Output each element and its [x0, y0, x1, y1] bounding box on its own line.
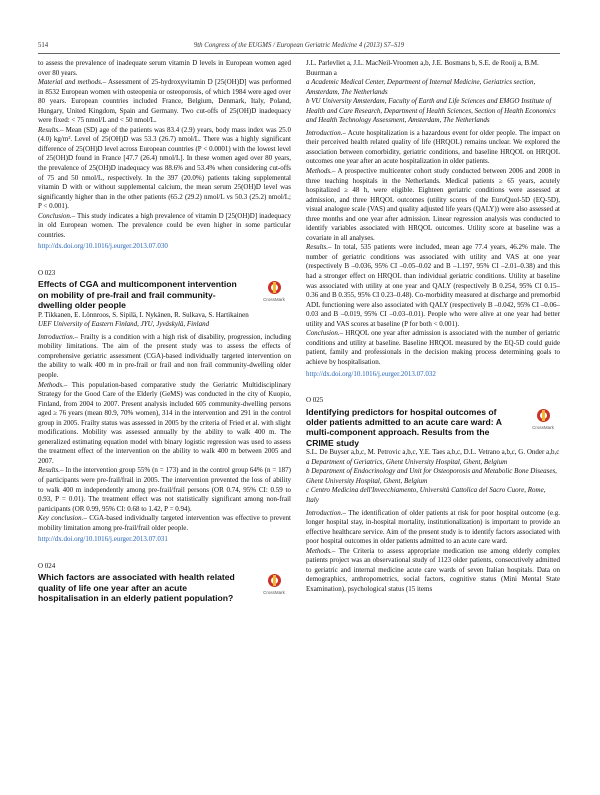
methods-label: Material and methods.–	[38, 78, 107, 87]
conclusion-label: Key conclusion.–	[38, 514, 87, 523]
doi-link[interactable]: http://dx.doi.org/10.1016/j.eurger.2013.07.032	[306, 369, 436, 378]
intro-label: Introduction.–	[306, 508, 346, 517]
doi-link[interactable]: http://dx.doi.org/10.1016/j.eurger.2013.07.031	[38, 535, 168, 544]
abstract-authors: S.L. De Buyser a,b,c, M. Petrovic a,b,c, Y.E. Taes a,b,c, D.L. Vetrano a,b,c, G. Onder a,b,c	[306, 448, 560, 457]
methods-label: Methods.–	[38, 380, 68, 389]
abstract-id: O 025	[306, 396, 324, 405]
methods-label: Methods.–	[306, 167, 336, 176]
affiliation-a: a Department of Geriatrics, Ghent University Hospital, Ghent, Belgium	[306, 457, 508, 466]
results-label: Results.–	[38, 466, 64, 475]
left-column	[38, 59, 291, 604]
abstract-title-row	[306, 407, 560, 449]
doi-link[interactable]: http://dx.doi.org/10.1016/j.eurger.2013.07.030	[38, 242, 168, 251]
intro-text: Frailty is a condition with a high risk of disability, progression, including mobility limitations. The aim of the present study was to assess the effects of comprehensive geriatric assessment (CGA)-based individually targeted intervention on the ability to walk 400 m in pre-frail or frail and non frail community-dwelling older people.	[38, 332, 291, 379]
results-paragraph	[38, 126, 291, 212]
results-label: Results.–	[38, 125, 64, 134]
abstract-methods	[306, 547, 560, 595]
abstract-methods	[306, 167, 560, 243]
affiliation-b: b Department of Endocrinology and Unit for Osteoporosis and Metabolic Bone Diseases, Ghent University Hospital, Ghent, Belgium	[306, 467, 557, 485]
abstract-title: Identifying predictors for hospital outcomes of older patients admitted to an acute care ward: A multi-component approach. Results from the CRIME study	[306, 406, 502, 448]
conclusion-text: This study indicates a high prevalence of vitamin D [25(OH)D] inadequacy in old European women. The prevalence could be even higher in some particular countries.	[38, 211, 291, 239]
results-text: In total, 535 patients were included, mean age 77.4 years, 46.2% male. The number of geriatric conditions was associated with utility and VAS at one year (respectively B –0.036, 95% CI –0.05–0.02 and B –1.197, 95% CI –2.01–0.38) and this had a stronger effect on HRQOL than individual geriatric conditions. Utility at baseline was associated with utility at one year and QALY (respectively B 0.254, 95% CI 0.15–0.36 and B 0.355, 95% CI 0.23–0.48). Co-morbidity measured at discharge and premorbid ADL functioning were also associated with QALY (respectively B –0.042, 95% CI –0.06–0.03 and B –0.019, 95% CI –0.03–0.01). People who were alive at one year had better utility and VAS scores at baseline (P for both < 0.001).	[306, 243, 560, 328]
abstract-title-row	[38, 279, 291, 310]
conclusion-label: Conclusion.–	[306, 329, 344, 338]
intro-label: Introduction.–	[306, 128, 346, 137]
crossmark-badge[interactable]	[528, 409, 558, 433]
crossmark-label: CrossMark	[532, 424, 554, 430]
crossmark-icon	[268, 281, 281, 294]
crossmark-icon	[537, 409, 550, 422]
abstract-id: O 024	[38, 561, 56, 570]
crossmark-badge[interactable]	[259, 281, 289, 305]
affiliation-c: c Centro Medicina dell'Invecchiamento, Università Cattolica del Sacro Cuore, Rome, Italy	[306, 486, 546, 504]
affiliation-b: b VU University Amsterdam, Faculty of Earth and Life Sciences and EMGO Institute of Health and Care Research, Department of Health Sciences, Section of Health Economics and Health Technology Assessment, Amsterdam, The Netherlands	[306, 97, 556, 125]
methods-text: The Criteria to assess appropriate medication use among elderly complex patients project was an observational study of 1123 older patients, consecutively admitted to geriatric and internal medicine acute care wards of seven Italian hospitals. Data on demographics, anthropometrics, social factors, cognitive status (Mini Mental State Examination), psychological status (15 items	[306, 546, 560, 593]
abstract-authors: J.L. Parlevliet a, J.L. MacNeil-Vroomen a,b, J.E. Bosmans b, S.E. de Rooij a, B.M. Buurman a	[306, 59, 539, 77]
crossmark-badge[interactable]	[259, 574, 289, 598]
abstract-conclusion	[306, 329, 560, 367]
affiliation-a: a Academic Medical Center, Department of Internal Medicine, Geriatrics section, Amsterdam, The Netherlands	[306, 78, 536, 96]
journal-citation: 9th Congress of the EUGMS / European Geriatric Medicine 4 (2013) S7–S19	[193, 42, 405, 49]
conclusion-paragraph	[38, 212, 291, 241]
abstract-id: O 023	[38, 268, 56, 277]
methods-paragraph	[38, 78, 291, 126]
abstract-intro	[38, 333, 291, 381]
header-rule	[38, 53, 560, 54]
abstract-results	[306, 243, 560, 329]
crossmark-label: CrossMark	[263, 590, 285, 596]
conclusion-text: CGA-based individually targeted intervention was effective to prevent mobility limitation among pre-frail/frail older people.	[38, 514, 292, 532]
intro-text: Acute hospitalization is a hazardous event for older people. The impact on their perceived health related quality of life (HRQOL) remains unclear. We explored the association between comorbidity, geriatric conditions, and baseline HRQOL on HRQOL outcomes one year after an acute hospitalization in older patients.	[306, 128, 560, 166]
crossmark-icon	[268, 574, 281, 587]
intro-continuation: to assess the prevalence of inadequate serum vitamin D levels in European women aged over 80 years.	[38, 59, 291, 77]
methods-label: Methods.–	[306, 546, 336, 555]
abstract-results	[38, 466, 291, 514]
right-column	[306, 59, 560, 594]
page-number: 514	[38, 42, 49, 49]
results-text: Mean (SD) age of the patients was 83.4 (2.9) years, body mass index was 25.0 (4.0) kg/m². Level of 25(OH)D was 53.3 (26.7) nmol/L. There was a highly significant difference of 25(OH)D level across European countries (P < 0.0001) with the lowest level of 25(OH)D found in France [47.7 (26.4) nmol/L]. In these women aged over 80 years, the prevalence of 25(OH)D inadequacy was 88.6% and 53.4% when considering cut-offs of 75 and 50 nmol/L, respectively. In the 397 (20.0%) patients taking supplemental vitamin D with or without supplemental calcium, the mean serum 25(OH)D level was significantly higher than in the other patients (65.2 (29.2) nmol/L vs 50.3 (25.2) nmol/L; P < 0.001).	[38, 125, 291, 211]
abstract-title: Which factors are associated with health related quality of life one year after an acute hospitalisation in an elderly patient population?	[38, 572, 235, 604]
methods-text: Assessment of 25-hydroxyvitamin D [25(OH)D] was performed in 8532 European women with osteopenia or osteoporosis, of which 1984 were aged over 80 years. European countries included France, Belgium, Denmark, Italy, Poland, Hungary, United Kingdom, Spain and Germany. Two cut-offs of 25(OH)D inadequacy were fixed: < 75 nmol/L and < 50 nmol/L.	[38, 78, 291, 125]
conclusion-text: HRQOL one year after admission is associated with the number of geriatric conditions and utility at baseline. Baseline HRQOL measured by the EQ-5D could guide patient, family and professionals in the decision making process determining goals to achieve by hospitalisation.	[306, 329, 560, 366]
conclusion-label: Conclusion.–	[38, 211, 76, 220]
abstract-title-row	[38, 572, 291, 603]
methods-text: This population-based comparative study the Geriatric Multidisciplinary Strategy for the Good Care of the Elderly (GeMS) was conducted in the city of Kuopio, Finland, from 2004 to 2007. Present analysis included 605 community-dwelling persons aged ≥ 76 years (mean 80.9, 70% women), 314 in the intervention and 291 in the control group in 2005. Frailty status was assessed in 2005 by the criteria of Fried et al. with slight modifications. Mobility was assessed annually by the ability to walk 400 m. The generalized estimating equation model with binary logistic regression was used to assess the treatment effect of the intervention on the ability to walk 400 m between 2005 and 2007.	[38, 380, 291, 465]
abstract-intro	[306, 129, 560, 167]
methods-text: A prospective multicenter cohort study conducted between 2006 and 2008 in three teaching hospitals in the Netherlands. Medical patients ≥ 65 years, acutely hospitalized ≥ 48 h, were eligible. Eighteen geriatric conditions were assessed at admission, and three HRQOL outcomes (utility scores of the EuroQuol-5D (EQ-5D), visual analogue scale (VAS) and quality adjusted life years (QALY)) were also assessed at three months and one year after admission. Linear regression analysis was conducted to identify variables associated with HRQOL outcomes. Utility score at baseline was a covariate in all analyses.	[306, 167, 560, 242]
abstract-affiliation: UEF University of Eastern Finland, JYU, Jyväskylä, Finland	[38, 320, 210, 329]
results-text: In the intervention group 55% (n = 173) and in the control group 64% (n = 187) of participants were pre-frail/frail in 2005. The intervention prevented the loss of ability to walk 400 m independently among pre-frail/frail persons (OR 0.74, 95% CI: 0.59 to 0.93, P = 0.01). The treatment effect was not statistically significant among non-frail participants (OR 0.99, 95% CI: 0.68 to 1.42, P = 0.94).	[38, 466, 291, 513]
abstract-intro	[306, 509, 560, 547]
intro-text: The identification of older patients at risk for poor hospital outcome (e.g. longer hospital stay, in-hospital mortality, institutionalization) is important to provide an effective healthcare service. Aim of the present study is to identify factors associated with poor hospital outcomes in older patients admitted to an acute care ward.	[306, 508, 560, 546]
results-label: Results.–	[306, 243, 332, 252]
intro-label: Introduction.–	[38, 332, 78, 341]
running-header	[38, 42, 560, 54]
abstract-authors: P. Tikkanen, E. Lönnroos, S. Sipilä, I. Nykänen, R. Sulkava, S. Hartikainen	[38, 310, 249, 319]
crossmark-label: CrossMark	[263, 297, 285, 303]
abstract-conclusion	[38, 514, 291, 533]
abstract-methods	[38, 381, 291, 467]
abstract-title: Effects of CGA and multicomponent intervention on mobility of pre-frail and frail community-dwelling older people	[38, 279, 237, 311]
